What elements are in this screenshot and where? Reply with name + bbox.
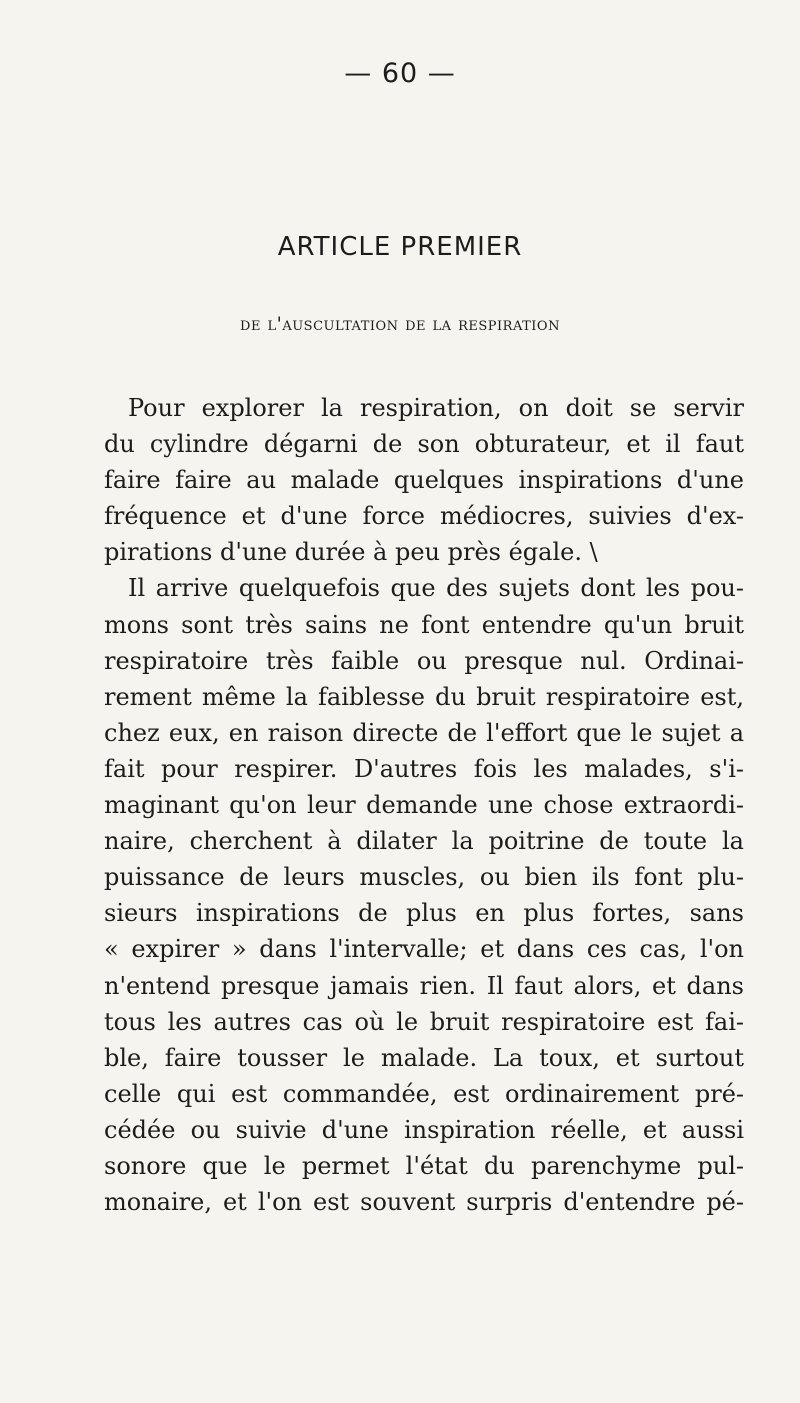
text-line: Il arrive quelquefois que des sujets dont les pou- bbox=[128, 574, 744, 603]
text-line: fréquence et d'une force médiocres, suivies d'ex- bbox=[104, 502, 744, 531]
text-line: Pour explorer la respiration, on doit se servir bbox=[128, 394, 744, 422]
text-line: naire, cherchent à dilater la poitrine de toute la bbox=[104, 827, 744, 856]
text-line: n'entend presque jamais rien. Il faut alors, et dans bbox=[104, 971, 744, 1000]
body-text bbox=[104, 390, 744, 1220]
text-line: « expirer » dans l'intervalle; et dans ces cas, l'on bbox=[104, 935, 744, 964]
text-line: du cylindre dégarni de son obturateur, et il faut bbox=[104, 430, 744, 459]
text-line: mons sont très sains ne font entendre qu'un bruit bbox=[104, 610, 744, 639]
text-line: monaire, et l'on est souvent surpris d'entendre pé- bbox=[104, 1188, 744, 1217]
text-line: puissance de leurs muscles, ou bien ils font plu- bbox=[104, 863, 744, 892]
text-line: ble, faire tousser le malade. La toux, et surtout bbox=[104, 1043, 744, 1072]
text-line: chez eux, en raison directe de l'effort que le sujet a bbox=[104, 718, 744, 747]
text-line: tous les autres cas où le bruit respiratoire est fai- bbox=[104, 1007, 744, 1036]
text-line: sonore que le permet l'état du parenchyme pul- bbox=[104, 1151, 744, 1180]
text-line: celle qui est commandée, est ordinairement pré- bbox=[104, 1079, 744, 1108]
text-line: faire faire au malade quelques inspirations d'une bbox=[104, 466, 744, 495]
page-number: — 60 — bbox=[344, 58, 456, 89]
text-line: respiratoire très faible ou presque nul. Ordinai- bbox=[104, 646, 744, 675]
text-line: pirations d'une durée à peu près égale. \ bbox=[104, 538, 598, 567]
text-line: fait pour respirer. D'autres fois les malades, s'i- bbox=[104, 754, 744, 783]
text-line: sieurs inspirations de plus en plus fortes, sans bbox=[104, 899, 744, 928]
text-line: maginant qu'on leur demande une chose extraordi- bbox=[104, 791, 744, 820]
article-title: ARTICLE PREMIER bbox=[277, 232, 523, 262]
section-title: de l'auscultation de la respiration bbox=[240, 313, 560, 335]
text-line: rement même la faiblesse du bruit respiratoire est, bbox=[104, 682, 744, 711]
text-line: cédée ou suivie d'une inspiration réelle, et aussi bbox=[104, 1115, 744, 1144]
